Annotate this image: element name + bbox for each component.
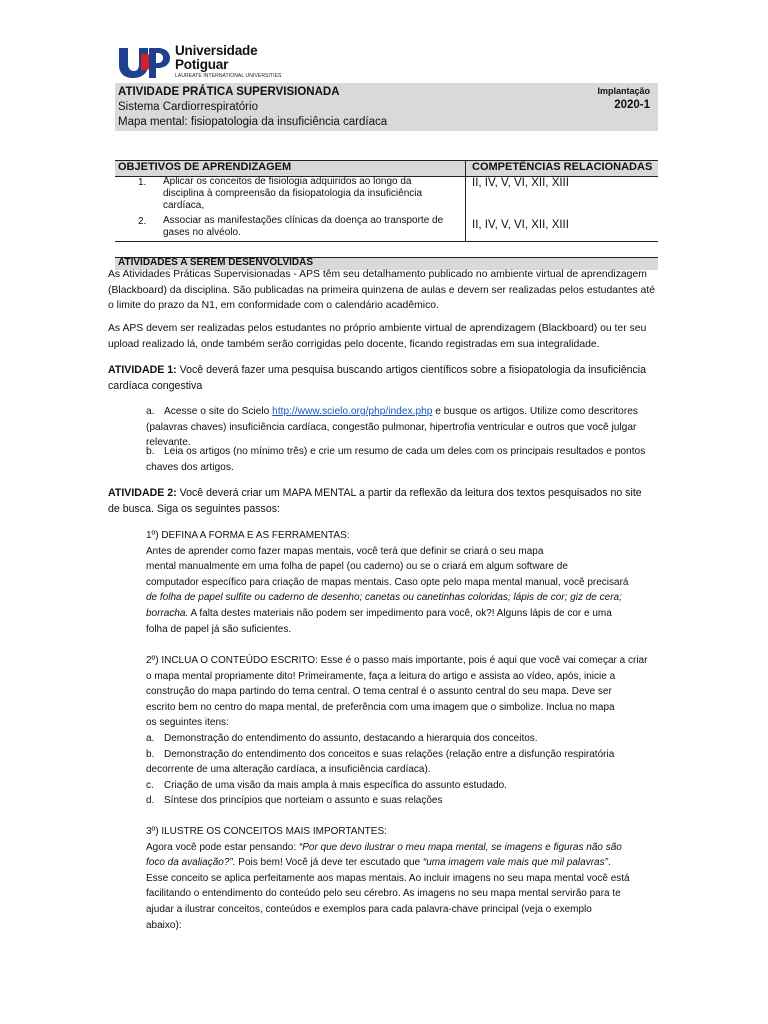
- text-span: e busque os artigos. Utilize como descritores: [432, 406, 638, 417]
- text-span: Acesse o site do Scielo: [164, 406, 273, 417]
- text-span: Pois bem! Você já deve ter escutado que: [235, 857, 423, 869]
- text-line: facilitando o entendimento do conteúdo pelo seu cérebro. As imagens no seu mapa mental servirão para te: [146, 888, 621, 900]
- objective-competencies: II, IV, V, VI, XII, XIII: [472, 219, 569, 231]
- aps-intro-paragraph: [108, 267, 660, 314]
- text-line: Esse conceito se aplica perfeitamente aos mapas mentais. Ao incluir imagens no seu mapa mental você está: [146, 872, 630, 884]
- item-label: b.: [146, 748, 155, 760]
- text-span: foco da avaliação?”.: [146, 857, 236, 869]
- objective-competencies: II, IV, V, VI, XII, XIII: [472, 177, 569, 189]
- text-line: Antes de aprender como fazer mapas mentais, você terá que definir se criará o seu mapa: [146, 545, 544, 557]
- text-line: As APS devem ser realizadas pelos estudantes no próprio ambiente virtual de aprendizagem (Blackboard) ou ter seu: [108, 323, 647, 334]
- logo-name-line1: Universidade: [175, 43, 258, 58]
- item-label: d.: [146, 795, 155, 807]
- objective-number: 1.: [138, 177, 147, 188]
- text-span: Síntese dos princípios que norteiam o assunto e suas relações: [164, 795, 443, 807]
- objective-number: 2.: [138, 216, 147, 227]
- step-3-heading: 3º) ILUSTRE OS CONCEITOS MAIS IMPORTANTES:: [146, 826, 387, 837]
- aps-upload-paragraph: [108, 321, 660, 352]
- step-1-section: [146, 528, 658, 637]
- activity-1-item-b: [146, 444, 658, 475]
- text-line: o limite do prazo da N1, em conformidade com o calendário acadêmico.: [108, 300, 439, 312]
- text-span: Leia os artigos (no mínimo três) e crie um resumo de cada um deles com os principais resultados e pontos: [164, 446, 646, 457]
- text-line: Você deverá fazer uma pesquisa buscando artigos científicos sobre a fisiopatologia da insuficiência: [176, 364, 647, 376]
- objectives-column-header: OBJETIVOS DE APRENDIZAGEM: [118, 161, 292, 173]
- scielo-link[interactable]: http://www.scielo.org/php/index.php: [272, 406, 433, 417]
- activity-2-label: ATIVIDADE 2:: [108, 487, 177, 499]
- text-span: Demonstração do entendimento do assunto, destacando a hierarquia dos conceitos.: [164, 732, 538, 744]
- step-2-heading: 2º) INCLUA O CONTEÚDO ESCRITO:: [146, 655, 318, 666]
- item-label: b.: [146, 446, 155, 457]
- text-span: Esse é o passo mais importante, pois é aqui que você vai começar a criar: [317, 655, 648, 666]
- text-line: abaixo):: [146, 919, 182, 931]
- text-line: cardíaca congestiva: [108, 379, 203, 392]
- text-span: Criação de uma visão da mais ampla à mais específica do assunto estudado.: [164, 779, 507, 791]
- text-line: mental manualmente em uma folha de papel (ou caderno) ou se o criará em algum software de: [146, 561, 568, 573]
- activities-heading: ATIVIDADES A SEREM DESENVOLVIDAS: [118, 257, 314, 268]
- implementation-label: Implantação: [597, 86, 650, 96]
- objective-line: gases no alvéolo.: [163, 227, 241, 239]
- step-1-heading: 1º) DEFINA A FORMA E AS FERRAMENTAS:: [146, 530, 350, 541]
- text-line: escrito bem no centro do mapa mental, de preferência com uma imagem que o simbolize. Inclua no mapa: [146, 701, 615, 713]
- objective-line: Aplicar os conceitos de fisiologia adquiridos ao longo da: [163, 176, 412, 187]
- text-span: borracha.: [146, 607, 189, 619]
- text-line: o mapa mental propriamente dito! Primeiramente, faça a leitura do artigo e assista ao vídeo, após, inicie a: [146, 670, 616, 682]
- item-label: c.: [146, 779, 154, 791]
- text-line: de busca. Siga os seguintes passos:: [108, 502, 280, 515]
- objective-line: cardíaca,: [163, 200, 205, 212]
- activity-1: [108, 363, 660, 394]
- table-bottom-border: [115, 241, 658, 242]
- objective-text: [163, 176, 463, 213]
- text-line: (palavras chaves) insuficiência cardíaca, congestão pulmonar, hipertrofia ventricular e outros que você julgar: [146, 421, 637, 433]
- text-line: de folha de papel sulfite ou caderno de desenho; canetas ou canetinhas coloridas; lápis de cor; giz de cera;: [146, 592, 622, 604]
- document-title: ATIVIDADE PRÁTICA SUPERVISIONADA: [118, 86, 340, 98]
- text-line: (Blackboard) da disciplina. São publicadas na primeira quinzena de aulas e devem ser realizadas pelos estudantes até: [108, 284, 655, 296]
- text-span: A falta destes materiais não podem ser impedimento para você, ok?! Alguns lápis de cor e uma: [188, 607, 612, 619]
- text-line: chaves dos artigos.: [146, 461, 234, 473]
- text-line: As Atividades Práticas Supervisionadas - APS têm seu detalhamento publicado no ambiente virtual de aprendizagem: [108, 269, 647, 280]
- text-line: Você deverá criar um MAPA MENTAL a partir da reflexão da leitura dos textos pesquisados no site: [176, 487, 642, 499]
- objective-text: [163, 215, 463, 239]
- text-span: Demonstração do entendimento dos conceitos e suas relações (relação entre a disfunção respiratória: [164, 748, 615, 760]
- implementation-year: 2020-1: [614, 99, 650, 111]
- item-label: a.: [146, 406, 155, 417]
- step-2-section: [146, 653, 658, 809]
- logo-name-line2: Potiguar: [175, 57, 229, 72]
- text-span: “uma imagem vale mais que mil palavras”: [422, 857, 608, 869]
- text-line: os seguintes itens:: [146, 717, 229, 729]
- text-span: decorrente de uma alteração cardíaca, a insuficiência cardíaca).: [146, 764, 431, 776]
- text-line: construção do mapa partindo do tema central. O tema central é o assunto central do seu mapa. Deve ser: [146, 686, 612, 698]
- text-span: .: [607, 857, 611, 869]
- text-line: upload realizado lá, onde também serão corrigidas pelo docente, ficando registradas em sua integralidade.: [108, 338, 600, 350]
- course-name: Sistema Cardiorrespiratório: [118, 101, 258, 113]
- text-line: ajudar a ilustrar conceitos, conteúdos e exemplos para cada palavra-chave principal (veja o exemplo: [146, 903, 592, 915]
- activity-2: [108, 486, 660, 517]
- logo-tagline: LAUREATE INTERNATIONAL UNIVERSITIES: [175, 73, 282, 79]
- item-label: a.: [146, 732, 155, 744]
- activity-topic: Mapa mental: fisiopatologia da insuficiência cardíaca: [118, 116, 388, 128]
- competencies-column-header: COMPETÊNCIAS RELACIONADAS: [472, 161, 653, 173]
- text-line: folha de papel já são suficientes.: [146, 623, 292, 635]
- text-line: relevante.: [146, 437, 191, 449]
- step-3-section: [146, 824, 658, 933]
- table-divider: [465, 160, 466, 242]
- text-span: Agora você pode estar pensando:: [146, 841, 299, 853]
- text-line: computador específico para criação de mapas mentais. Caso opte pelo mapa mental manual, você precisará: [146, 576, 629, 588]
- activity-1-label: ATIVIDADE 1:: [108, 364, 177, 376]
- objective-line: Associar as manifestações clínicas da doença ao transporte de: [163, 215, 444, 226]
- objective-line: disciplina à compreensão da fisiopatologia da insuficiência: [163, 188, 423, 200]
- text-span: “Por que devo ilustrar o meu mapa mental, se imagens e figuras não são: [298, 841, 622, 853]
